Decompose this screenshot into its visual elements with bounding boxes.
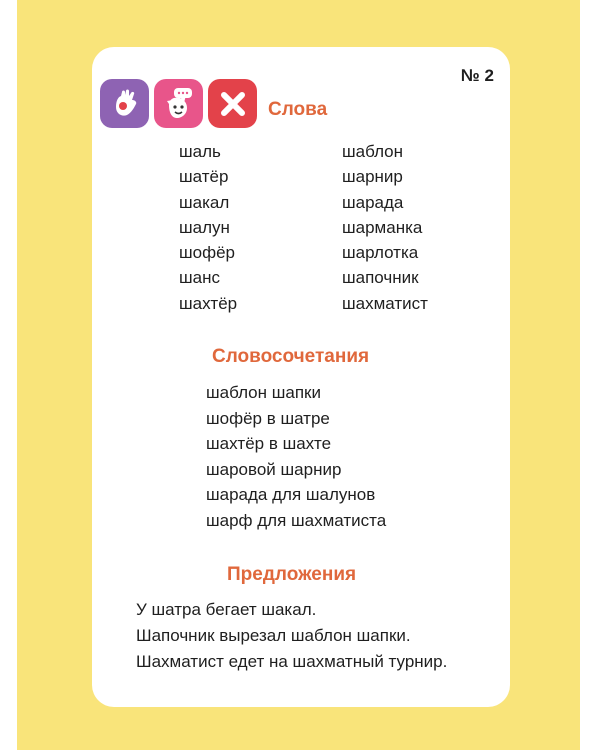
word-item: шарада xyxy=(342,192,404,212)
word-item: шарнир xyxy=(342,167,403,187)
phrase-item: шарада для шалунов xyxy=(206,485,376,504)
phrase-item: шарф для шахматиста xyxy=(206,510,387,530)
phrase-item: шофёр в шатре xyxy=(206,408,330,428)
phrases-list xyxy=(206,380,386,533)
phrase-item: шахтёр в шахте xyxy=(206,434,332,453)
sentences-title: Предложения xyxy=(227,564,357,585)
word-item: шапочник xyxy=(342,268,419,288)
word-item: шакал xyxy=(179,192,230,212)
card-number: № 2 xyxy=(460,66,494,85)
exercise-card xyxy=(92,47,510,707)
phrase-item: шаровой шарнир xyxy=(206,459,342,479)
sentence-item: У шатра бегает шакал. xyxy=(136,600,317,619)
words-title: Слова xyxy=(268,99,328,120)
words-left-column xyxy=(179,139,237,316)
word-item: шахматист xyxy=(342,293,428,313)
sentence-item: Шапочник вырезал шаблон шапки. xyxy=(136,626,411,645)
sentences-list xyxy=(136,597,447,675)
words-right-column xyxy=(342,139,428,316)
word-item: шахтёр xyxy=(179,293,238,313)
word-item: шалун xyxy=(179,217,230,237)
phrase-item: шаблон шапки xyxy=(206,383,321,402)
word-item: шаль xyxy=(179,142,221,161)
word-item: шаблон xyxy=(342,142,404,161)
hand-icon xyxy=(100,79,149,128)
word-item: шофёр xyxy=(179,243,235,263)
word-item: шарлотка xyxy=(342,243,419,263)
word-item: шанс xyxy=(179,268,220,288)
word-item: шатёр xyxy=(179,167,229,187)
sentence-item: Шахматист едет на шахматный турнир. xyxy=(136,652,448,671)
phrases-title: Словосочетания xyxy=(212,346,370,367)
word-item: шарманка xyxy=(342,217,423,237)
icon-group xyxy=(100,79,257,128)
cross-icon xyxy=(208,79,257,128)
speaking-head-icon xyxy=(154,79,203,128)
